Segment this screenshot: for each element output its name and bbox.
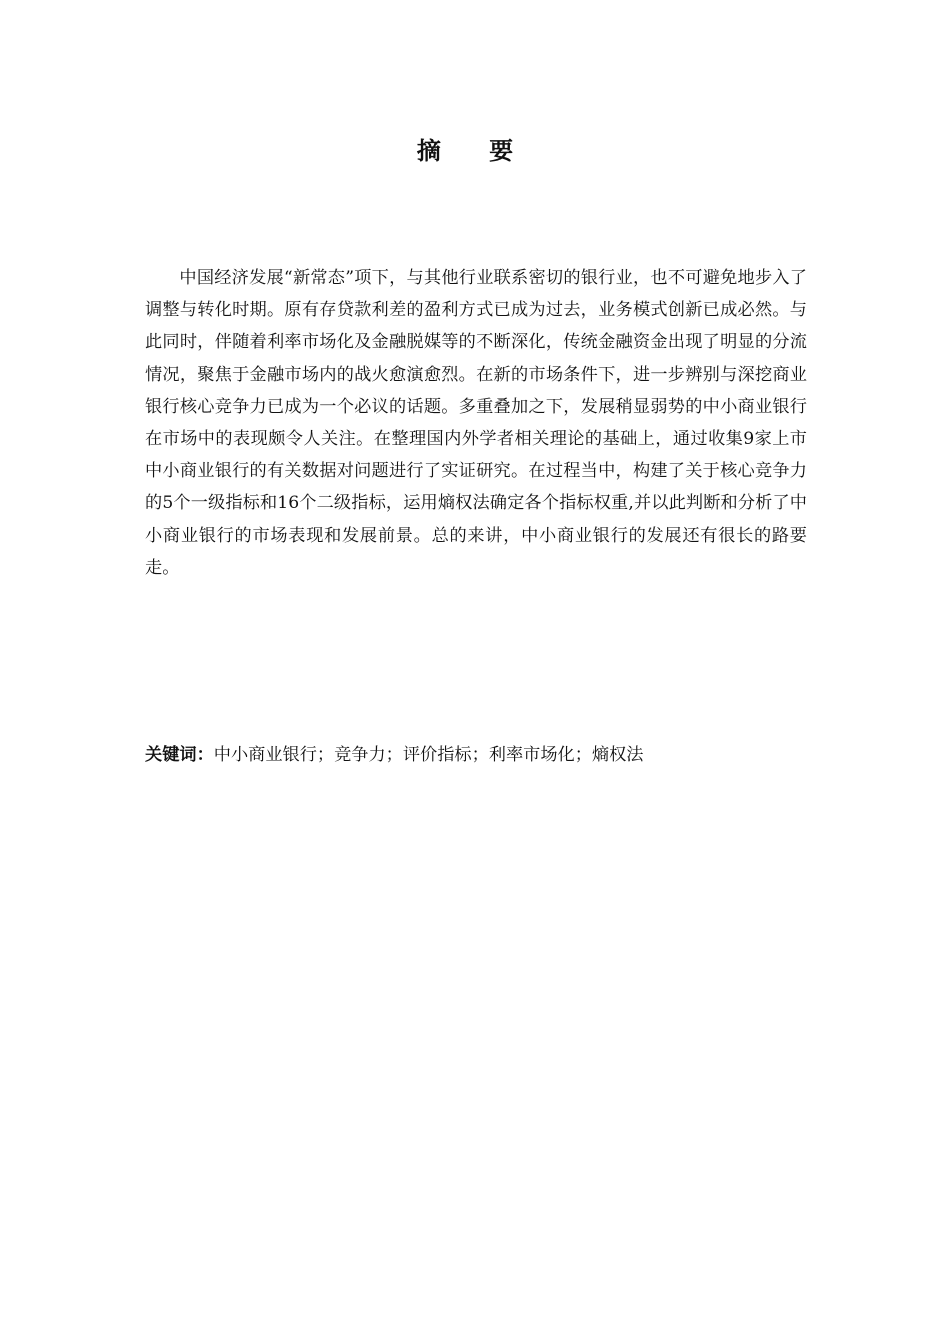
abstract-title: 摘 要	[416, 137, 534, 165]
abstract-paragraph: 中国经济发展“新常态”项下，与其他行业联系密切的银行业，也不可避免地步入了调整与转化时期。原有存贷款利差的盈利方式已成为过去，业务模式创新已成必然。与此同时，伴随着利率市场化及金融脱媒等的不断深化，传统金融资金出现了明显的分流情况，聚焦于金融市场内的战火愈演愈烈。在新的市场条件下，进一步辨别与深挖商业银行核心竞争力已成为一个必议的话题。多重叠加之下，发展稍显弱势的中小商业银行在市场中的表现颇令人关注。在整理国内外学者相关理论的基础上，通过收集9家上市中小商业银行的有关数据对问题进行了实证研究。在过程当中，构建了关于核心竞争力的5个一级指标和16个二级指标，运用熵权法确定各个指标权重,并以此判断和分析了中小商业银行的市场表现和发展前景。总的来讲，中小商业银行的发展还有很长的路要走。	[145, 268, 807, 578]
keywords-line	[145, 740, 807, 770]
keywords-label: 关键词：	[145, 745, 214, 765]
keywords-list: 中小商业银行；竞争力；评价指标；利率市场化；熵权法	[213, 745, 644, 765]
